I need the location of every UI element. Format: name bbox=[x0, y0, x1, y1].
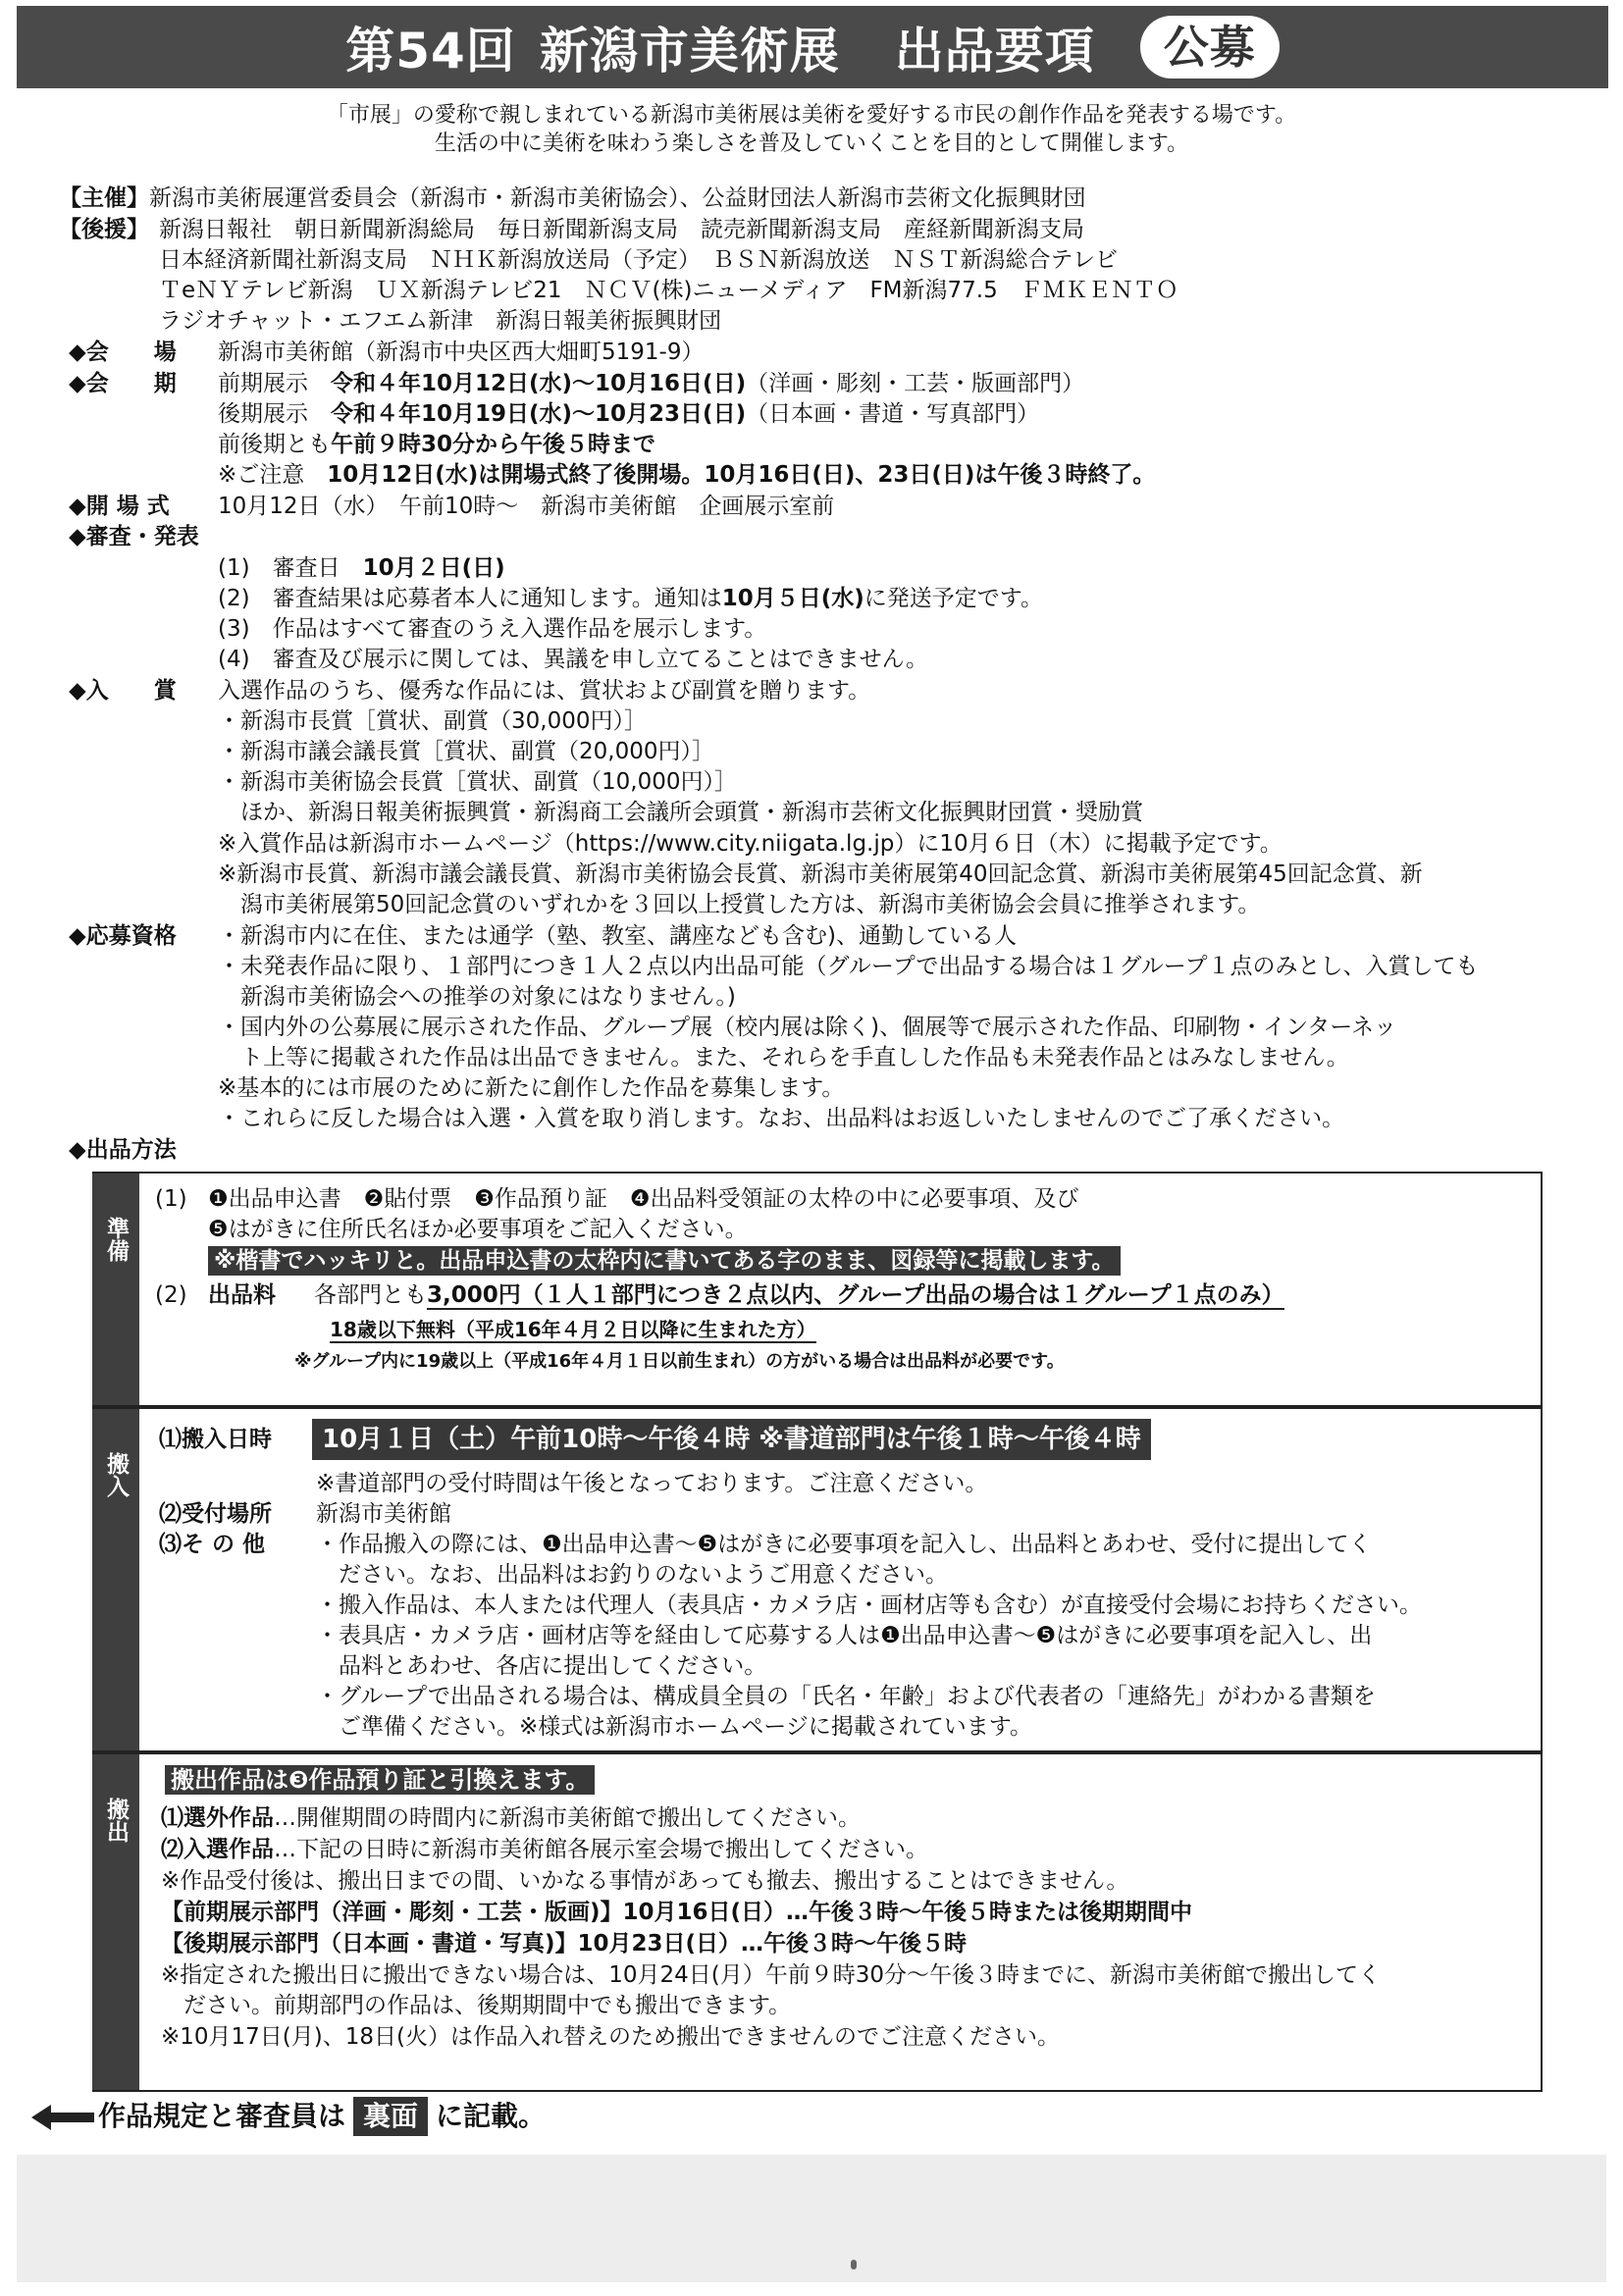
carry-out-tab: 搬出 bbox=[92, 1754, 139, 2090]
opening-label: ◆開 場 式 bbox=[69, 494, 170, 519]
prep-highlight-text: ※楷書でハッキリと。出品申込書の太枠内に書いてある字のまま、図録等に掲載します。 bbox=[208, 1246, 1121, 1276]
method-label: ◆出品方法 bbox=[69, 1137, 177, 1163]
carry-out-note2-cont: ださい。前期部門の作品は、後期期間中でも搬出できます。 bbox=[183, 1993, 792, 2018]
awards-note: ※新潟市長賞、新潟市議会議長賞、新潟市美術協会長賞、新潟市美術展第40回記念賞、新潟市美術展第45回記念賞、新 bbox=[218, 861, 1423, 887]
prep-free bbox=[330, 1315, 816, 1344]
carry-in-date-label: ⑴搬入日時 bbox=[159, 1427, 272, 1452]
judging-num: (2) bbox=[218, 586, 250, 611]
prep-group-note: ※グループ内に19歳以上（平成16年４月１日以前生まれ）の方がいる場合は出品料が必要です。 bbox=[294, 1351, 1065, 1372]
judging-text: 審査結果は応募者本人に通知します。通知は bbox=[272, 586, 722, 611]
carry-out-header bbox=[165, 1765, 595, 1795]
period-caution bbox=[218, 460, 1155, 490]
carry-in-date-value: 10月１日（土）午前10時～午後４時 ※書道部門は午後１時～午後４時 bbox=[312, 1419, 1151, 1460]
prep-tab: 準備 bbox=[92, 1174, 139, 1405]
carry-in-place-label: ⑵受付場所 bbox=[159, 1501, 272, 1527]
judging-label: ◆審査・発表 bbox=[69, 524, 199, 549]
opening-text: 10月12日（水） 午前10時～ 新潟市美術館 企画展示室前 bbox=[218, 494, 835, 519]
judging-date: 10月２日(日) bbox=[362, 555, 505, 581]
eligibility-line: ト上等に掲載された作品は出品できません。また、それらを手直しした作品も未発表作品とはみなしません。 bbox=[240, 1045, 1349, 1070]
arrow-left-icon bbox=[31, 2103, 94, 2132]
award-item: ・新潟市美術協会長賞［賞状、副賞（10,000円）］ bbox=[218, 769, 737, 795]
prep-fee-label: 出品料 bbox=[208, 1282, 276, 1308]
page-subtitle: 出品要項 bbox=[894, 23, 1095, 79]
footer-suffix: に記載。 bbox=[436, 2100, 547, 2132]
footer-prefix: 作品規定と審査員は bbox=[98, 2100, 346, 2132]
eligibility-line: ・新潟市内に在住、または通学（塾、教室、講座なども含む)、通勤している人 bbox=[218, 923, 1017, 949]
carry-in-other-line: ・作品搬入の際には、❶出品申込書～❺はがきに必要事項を記入し、出品料とあわせ、受付に提出してく bbox=[316, 1532, 1372, 1557]
fee-prefix: 各部門とも bbox=[314, 1282, 427, 1308]
carry-in-other-line: ご準備ください。※様式は新潟市ホームページに掲載されています。 bbox=[339, 1714, 1032, 1740]
prep-item1-line2: ❺はがきに住所氏名ほか必要事項をご記入ください。 bbox=[208, 1217, 748, 1242]
footer-note bbox=[98, 2097, 546, 2136]
support-line: 新潟日報社 朝日新聞新潟総局 毎日新聞新潟支局 読売新聞新潟支局 産経新聞新潟支局 bbox=[159, 217, 1084, 242]
organizer-label: 【主催】 bbox=[59, 185, 149, 211]
carry-in-other-line: ・表具店・カメラ店・画材店等を経由して応募する人は❶出品申込書～❺はがきに必要事項を記入し、出 bbox=[316, 1623, 1373, 1648]
judging-item bbox=[218, 645, 928, 674]
eligibility-label: ◆応募資格 bbox=[69, 923, 177, 949]
prep-highlight bbox=[208, 1246, 1121, 1276]
eligibility-line: ・これらに反した場合は入選・入賞を取り消します。なお、出品料はお返しいたしませんのでご了承ください。 bbox=[218, 1106, 1345, 1131]
judging-num: (4) bbox=[218, 647, 250, 672]
carry-out-header-text: 搬出作品は❸作品預り証と引換えます。 bbox=[165, 1765, 595, 1795]
item2-text: …下記の日時に新潟市美術館各展示室会場で搬出してください。 bbox=[274, 1837, 928, 1862]
first-dates: 令和４年10月12日(水)～10月16日(日) bbox=[331, 371, 747, 396]
eligibility-line: ・国内外の公募展に展示された作品、グループ展（校内展は除く)、個展等で展示された作品、印刷物・インターネッ bbox=[218, 1015, 1397, 1040]
judging-item bbox=[218, 584, 1043, 613]
eligibility-line: ・未発表作品に限り、１部門につき１人２点以内出品可能（グループで出品する場合は１グループ１点のみとし、入賞しても bbox=[218, 954, 1479, 979]
carry-in-tab: 搬入 bbox=[92, 1409, 139, 1750]
awards-note: ※入賞作品は新潟市ホームページ（https://www.city.niigata.lg.jp）に10月６日（木）に掲載予定です。 bbox=[218, 831, 1283, 857]
carry-out-note2: ※指定された搬出日に搬出できない場合は、10月24日(月）午前９時30分～午後３時までに、新潟市美術館で搬出してく bbox=[161, 1962, 1382, 1988]
carry-out-item2 bbox=[161, 1835, 928, 1864]
period-hours bbox=[218, 430, 655, 459]
judging-text: 審査日 bbox=[272, 555, 340, 581]
first-note: （洋画・彫刻・工芸・版画部門） bbox=[746, 371, 1085, 396]
eligibility-line: 新潟市美術協会への推挙の対象にはなりません。) bbox=[240, 984, 736, 1010]
carry-in-place: 新潟市美術館 bbox=[316, 1501, 451, 1527]
public-offer-badge: 公募 bbox=[1140, 16, 1280, 78]
judging-item bbox=[218, 553, 505, 583]
first-label: 前期展示 bbox=[218, 371, 308, 396]
prep-item1-line1: ❶出品申込書 ❷貼付票 ❸作品預り証 ❹出品料受領証の太枠の中に必要事項、及び bbox=[208, 1186, 1079, 1212]
carry-in-date bbox=[312, 1419, 1151, 1460]
carry-out-first-dept: 【前期展示部門（洋画・彫刻・工芸・版画)】10月16日(日）…午後３時～午後５時または後期期間中 bbox=[161, 1900, 1193, 1925]
support-line: 日本経済新聞社新潟支局 ＮＨＫ新潟放送局（予定） ＢＳＮ新潟放送 ＮＳＴ新潟総合テレビ bbox=[159, 247, 1119, 273]
prep-item1-num: (1) bbox=[155, 1186, 187, 1212]
footer-boxed: 裏面 bbox=[353, 2097, 428, 2136]
edition-label: 第54回 bbox=[345, 23, 516, 79]
awards-others: ほか、新潟日報美術振興賞・新潟商工会議所会頭賞・新潟市芸術文化振興財団賞・奨励賞 bbox=[240, 800, 1143, 825]
prep-item2-num: (2) bbox=[155, 1282, 187, 1308]
support-label: 【後援】 bbox=[59, 217, 149, 242]
item1-label: ⑴選外作品 bbox=[161, 1805, 274, 1831]
support-line: ラジオチャット・エフエム新津 新潟日報美術振興財団 bbox=[159, 308, 722, 334]
eligibility-line: ※基本的には市展のために新たに創作した作品を募集します。 bbox=[218, 1075, 845, 1101]
period-first bbox=[218, 369, 1084, 398]
venue-text: 新潟市美術館（新潟市中央区西大畑町5191-9） bbox=[218, 339, 705, 365]
organizer-row bbox=[59, 183, 1086, 213]
carry-in-other-line: ・グループで出品される場合は、構成員全員の「氏名・年齢」および代表者の「連絡先」がわかる書類を bbox=[316, 1684, 1376, 1709]
carry-in-other-label: ⑶そ の 他 bbox=[159, 1532, 266, 1557]
carry-in-date-note: ※書道部門の受付時間は午後となっております。ご注意ください。 bbox=[316, 1471, 988, 1496]
venue-label: ◆会 場 bbox=[69, 339, 177, 365]
award-item: ・新潟市議会議長賞［賞状、副賞（20,000円）］ bbox=[218, 739, 714, 764]
carry-out-item1 bbox=[161, 1803, 861, 1833]
hours-text: 午前９時30分から午後５時まで bbox=[331, 432, 656, 457]
carry-in-other-line: ・搬入作品は、本人または代理人（表具店・カメラ店・画材店等も含む）が直接受付会場にお持ちください。 bbox=[316, 1592, 1422, 1618]
item1-text: …開催期間の時間内に新潟市美術館で搬出してください。 bbox=[274, 1805, 861, 1831]
carry-in-other-line: 品料とあわせ、各店に提出してください。 bbox=[339, 1653, 767, 1679]
scan-dot bbox=[851, 2260, 857, 2270]
carry-out-second-dept: 【後期展示部門（日本画・書道・写真)】10月23日(日）…午後３時～午後５時 bbox=[161, 1931, 968, 1957]
scan-strip bbox=[17, 2155, 1606, 2282]
free-text: 18歳以下無料（平成16年４月２日以降に生まれた方） bbox=[330, 1318, 816, 1341]
support-line: ＴeＮＹテレビ新潟 ＵＸ新潟テレビ21 ＮＣＶ(株)ニューメディア FM新潟77.5 ＦＭＫＥＮＴＯ bbox=[159, 278, 1178, 303]
intro-line-1: 「市展」の愛称で親しまれている新潟市美術展は美術を愛好する市民の創作作品を発表する場です。 bbox=[326, 103, 1297, 128]
judging-text: 作品はすべて審査のうえ入選作品を展示します。 bbox=[272, 616, 767, 642]
page-title: 新潟市美術展 bbox=[539, 23, 840, 79]
title-banner bbox=[17, 6, 1608, 88]
awards-intro: 入選作品のうち、優秀な作品には、賞状および副賞を贈ります。 bbox=[218, 678, 871, 704]
judging-num: (1) bbox=[218, 555, 250, 581]
item2-label: ⑵入選作品 bbox=[161, 1837, 274, 1862]
judging-num: (3) bbox=[218, 616, 250, 642]
award-item: ・新潟市長賞［賞状、副賞（30,000円）］ bbox=[218, 708, 647, 734]
period-label: ◆会 期 bbox=[69, 371, 177, 396]
hours-prefix: 前後期とも bbox=[218, 432, 331, 457]
organizer-text: 新潟市美術展運営委員会（新潟市・新潟市美術協会）、公益財団法人新潟市芸術文化振興財団 bbox=[149, 185, 1086, 211]
second-note: （日本画・書道・写真部門） bbox=[746, 401, 1040, 427]
caution-text: 10月12日(水)は開場式終了後開場。10月16日(日)、23日(日)は午後３時終了。 bbox=[327, 462, 1156, 488]
carry-out-note1: ※作品受付後は、搬出日までの間、いかなる事情があっても撤去、搬出することはできません。 bbox=[161, 1868, 1129, 1894]
carry-in-other-line: ださい。なお、出品料はお釣りのないようご用意ください。 bbox=[339, 1562, 948, 1588]
second-label: 後期展示 bbox=[218, 401, 308, 427]
second-dates: 令和４年10月19日(水)～10月23日(日) bbox=[331, 401, 747, 427]
awards-note: 潟市美術展第50回記念賞のいずれかを３回以上授賞した方は、新潟市美術協会会員に推挙されます。 bbox=[240, 892, 1261, 917]
prep-fee bbox=[314, 1280, 1284, 1310]
caution-prefix: ※ご注意 bbox=[218, 462, 305, 488]
carry-out-note3: ※10月17日(月)、18日(火）は作品入れ替えのため搬出できませんのでご注意ください。 bbox=[161, 2024, 1060, 2050]
intro-line-2: 生活の中に美術を味わう楽しさを普及していくことを目的として開催します。 bbox=[434, 131, 1189, 156]
fee-value: 3,000円（１人１部門につき２点以内、グループ出品の場合は１グループ１点のみ） bbox=[427, 1282, 1284, 1308]
awards-label: ◆入 賞 bbox=[69, 678, 177, 704]
judging-text: に発送予定です。 bbox=[864, 586, 1043, 611]
judging-item bbox=[218, 614, 766, 644]
judging-text: 審査及び展示に関しては、異議を申し立てることはできません。 bbox=[272, 647, 928, 672]
period-second bbox=[218, 399, 1039, 429]
judging-date: 10月５日(水) bbox=[721, 586, 864, 611]
